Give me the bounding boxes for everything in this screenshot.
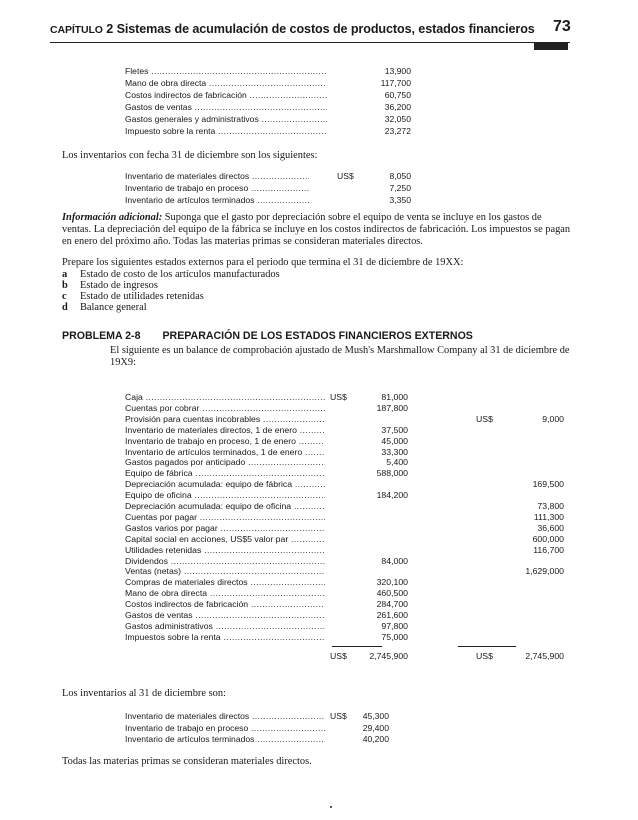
trial-balance-row: [125, 631, 525, 643]
account-label: Inventario de trabajo en proceso, 1 de enero .....: [125, 435, 325, 447]
expense-value: 60,750: [384, 90, 411, 100]
credit-value: 111,300: [533, 511, 564, 522]
account-label: Ventas (netas) .....: [125, 565, 325, 577]
statement-text: Estado de utilidades retenidas: [80, 291, 204, 302]
debit-value: 33,300: [381, 446, 408, 457]
chapter-title: 2 Sistemas de acumulación de costos de productos, estados financieros: [102, 22, 535, 36]
debit-value: 187,800: [376, 402, 408, 413]
closing-inventory-value: 40,200: [362, 734, 389, 744]
debit-value: 81,000: [381, 392, 408, 402]
additional-info-label: Información adicional:: [62, 212, 163, 223]
problem-heading: [62, 330, 473, 342]
credit-total-rule: [458, 646, 516, 647]
debit-value: 184,200: [376, 490, 408, 501]
credit-value: 36,600: [537, 522, 564, 533]
debit-value: 84,000: [381, 555, 408, 566]
account-label: Cuentas por cobrar .....: [125, 402, 325, 414]
account-label: Provisión para cuentas incobrables .....: [125, 413, 325, 425]
additional-info-text: Suponga que el gasto por depreciación sobre el equipo de venta se incluye en los gastos de ventas. La depreciación del equipo de la fábrica se incluye en los costos indirectos de fabricación. Los impuestos se pagan en enero del próximo año. Todas las materias primas se consideran materiales directos.: [62, 212, 571, 247]
debit-value: 588,000: [376, 468, 408, 479]
account-label: Dividendos .....: [125, 555, 325, 567]
account-label: Capital social en acciones, US$5 valor par .....: [125, 533, 325, 545]
account-label: Gastos administrativos .....: [125, 620, 325, 632]
expense-row: [125, 89, 415, 101]
closing-inventory-label: Inventario de materiales directos .....: [125, 710, 325, 722]
closing-inventory-label: Inventario de artículos terminados .....: [125, 733, 325, 745]
credit-value: 1,629,000: [525, 566, 564, 577]
expense-label: Costos indirectos de fabricación .....: [125, 89, 327, 101]
debit-value: 97,800: [381, 620, 408, 631]
statement-item: [62, 269, 280, 280]
inventory-currency: US$: [337, 171, 354, 181]
inventory-row: [125, 182, 415, 194]
credit-value: 600,000: [532, 533, 564, 544]
inventory-label: Inventario de materiales directos .....: [125, 170, 309, 182]
closing-inventory-row: [125, 733, 415, 745]
problem-number: PROBLEMA 2-8: [62, 330, 141, 342]
expense-label: Gastos de ventas .....: [125, 101, 327, 113]
account-label: Impuestos sobre la renta .....: [125, 631, 325, 643]
account-label: Equipo de oficina .....: [125, 489, 325, 501]
credit-value: 9,000: [542, 413, 564, 424]
account-label: Inventario de artículos terminados, 1 de enero .....: [125, 446, 325, 458]
account-label: Depreciación acumulada: equipo de oficina .....: [125, 500, 325, 512]
account-label: Cuentas por pagar .....: [125, 511, 325, 523]
chapter-header-title: [50, 22, 535, 36]
expense-label: Fletes .....: [125, 65, 327, 77]
closing-inventory-row: [125, 722, 415, 734]
debit-value: 37,500: [381, 424, 408, 435]
additional-info-paragraph: [62, 212, 572, 248]
header-rule: [50, 42, 570, 43]
problem-title: PREPARACIÓN DE LOS ESTADOS FINANCIEROS EXTERNOS: [162, 330, 473, 342]
credit-currency: US$: [476, 413, 493, 424]
debit-value: 75,000: [381, 631, 408, 642]
account-label: Gastos de ventas .....: [125, 609, 325, 621]
prepare-intro: Prepare los siguientes estados externos para el periodo que termina el 31 de diciembre de 19XX:: [62, 257, 464, 268]
expense-row: [125, 101, 415, 113]
expense-row: [125, 125, 415, 137]
total-debit: 2,745,900: [369, 651, 408, 661]
statement-item: [62, 302, 147, 313]
closing-inventories-intro: Los inventarios al 31 de diciembre son:: [62, 688, 226, 699]
inventory-row: [125, 170, 415, 182]
total-credit: 2,745,900: [525, 651, 564, 661]
account-label: Equipo de fábrica .....: [125, 467, 325, 479]
statement-text: Estado de costo de los artículos manufacturados: [80, 269, 280, 280]
credit-value: 169,500: [532, 479, 564, 490]
statement-letter: d: [62, 302, 68, 313]
expense-label: Gastos generales y administrativos .....: [125, 113, 327, 125]
statement-letter: a: [62, 269, 68, 280]
inventories-intro: Los inventarios con fecha 31 de diciembre son los siguientes:: [62, 150, 318, 161]
expense-value: 13,900: [384, 66, 411, 76]
expense-row: [125, 77, 415, 89]
closing-note: Todas las materias primas se consideran materiales directos.: [62, 756, 312, 767]
header-tab-marker: [534, 43, 568, 50]
credit-value: 73,800: [537, 501, 564, 511]
statement-text: Balance general: [80, 302, 147, 313]
expense-value: 36,200: [384, 102, 411, 112]
debit-value: 460,500: [376, 588, 408, 599]
closing-inventory-value: 29,400: [362, 722, 389, 733]
account-label: Gastos varios por pagar .....: [125, 522, 325, 534]
debit-total-rule: [332, 646, 382, 647]
debit-value: 320,100: [376, 577, 408, 588]
debit-value: 284,700: [376, 599, 408, 610]
expense-value: 117,700: [380, 78, 411, 88]
account-label: Gastos pagados por anticipado .....: [125, 456, 325, 468]
expense-row: [125, 65, 415, 77]
expense-row: [125, 113, 415, 125]
expense-label: Impuesto sobre la renta .....: [125, 125, 327, 137]
statement-letter: c: [62, 291, 67, 302]
credit-value: 116,700: [533, 544, 564, 555]
expense-label: Mano de obra directa .....: [125, 77, 327, 89]
debit-value: 261,600: [376, 610, 408, 620]
account-label: Costos indirectos de fabricación .....: [125, 598, 325, 610]
page-number: 73: [553, 18, 571, 35]
closing-inventory-row: [125, 710, 415, 722]
account-label: Depreciación acumulada: equipo de fábrica .....: [125, 478, 325, 490]
inventory-value: 7,250: [389, 183, 411, 193]
statement-item: [62, 280, 158, 291]
page-speck: [330, 806, 332, 808]
closing-inventory-value: 45,300: [362, 711, 389, 721]
account-label: Utilidades retenidas .....: [125, 544, 325, 556]
debit-currency: US$: [330, 392, 347, 402]
statement-item: [62, 291, 204, 302]
chapter-label: CAPÍTULO: [50, 24, 103, 36]
inventory-row: [125, 194, 415, 206]
inventory-label: Inventario de trabajo en proceso .....: [125, 182, 309, 194]
account-label: Inventario de materiales directos, 1 de enero .....: [125, 424, 325, 436]
statement-text: Estado de ingresos: [80, 280, 158, 291]
closing-inventory-label: Inventario de trabajo en proceso .....: [125, 722, 325, 734]
debit-value: 5,400: [386, 457, 408, 468]
expense-value: 32,050: [384, 114, 411, 124]
debit-value: 45,000: [381, 435, 408, 446]
closing-inventory-currency: US$: [330, 711, 347, 721]
inventory-value: 8,050: [389, 171, 411, 181]
inventory-label: Inventario de artículos terminados .....: [125, 194, 309, 206]
account-label: Compras de materiales directos .....: [125, 576, 325, 588]
total-debit-currency: US$: [330, 651, 347, 661]
account-label: Mano de obra directa .....: [125, 587, 325, 599]
trial-balance-total-row: [125, 650, 564, 662]
problem-intro: El siguiente es un balance de comprobación ajustado de Mush's Marshmallow Company al 31 de diciembre de 19X9:: [110, 345, 570, 368]
total-credit-currency: US$: [476, 651, 493, 661]
statement-letter: b: [62, 280, 68, 291]
inventory-value: 3,350: [389, 195, 411, 205]
expense-value: 23,272: [384, 126, 411, 136]
account-label: Caja .....: [125, 391, 325, 403]
